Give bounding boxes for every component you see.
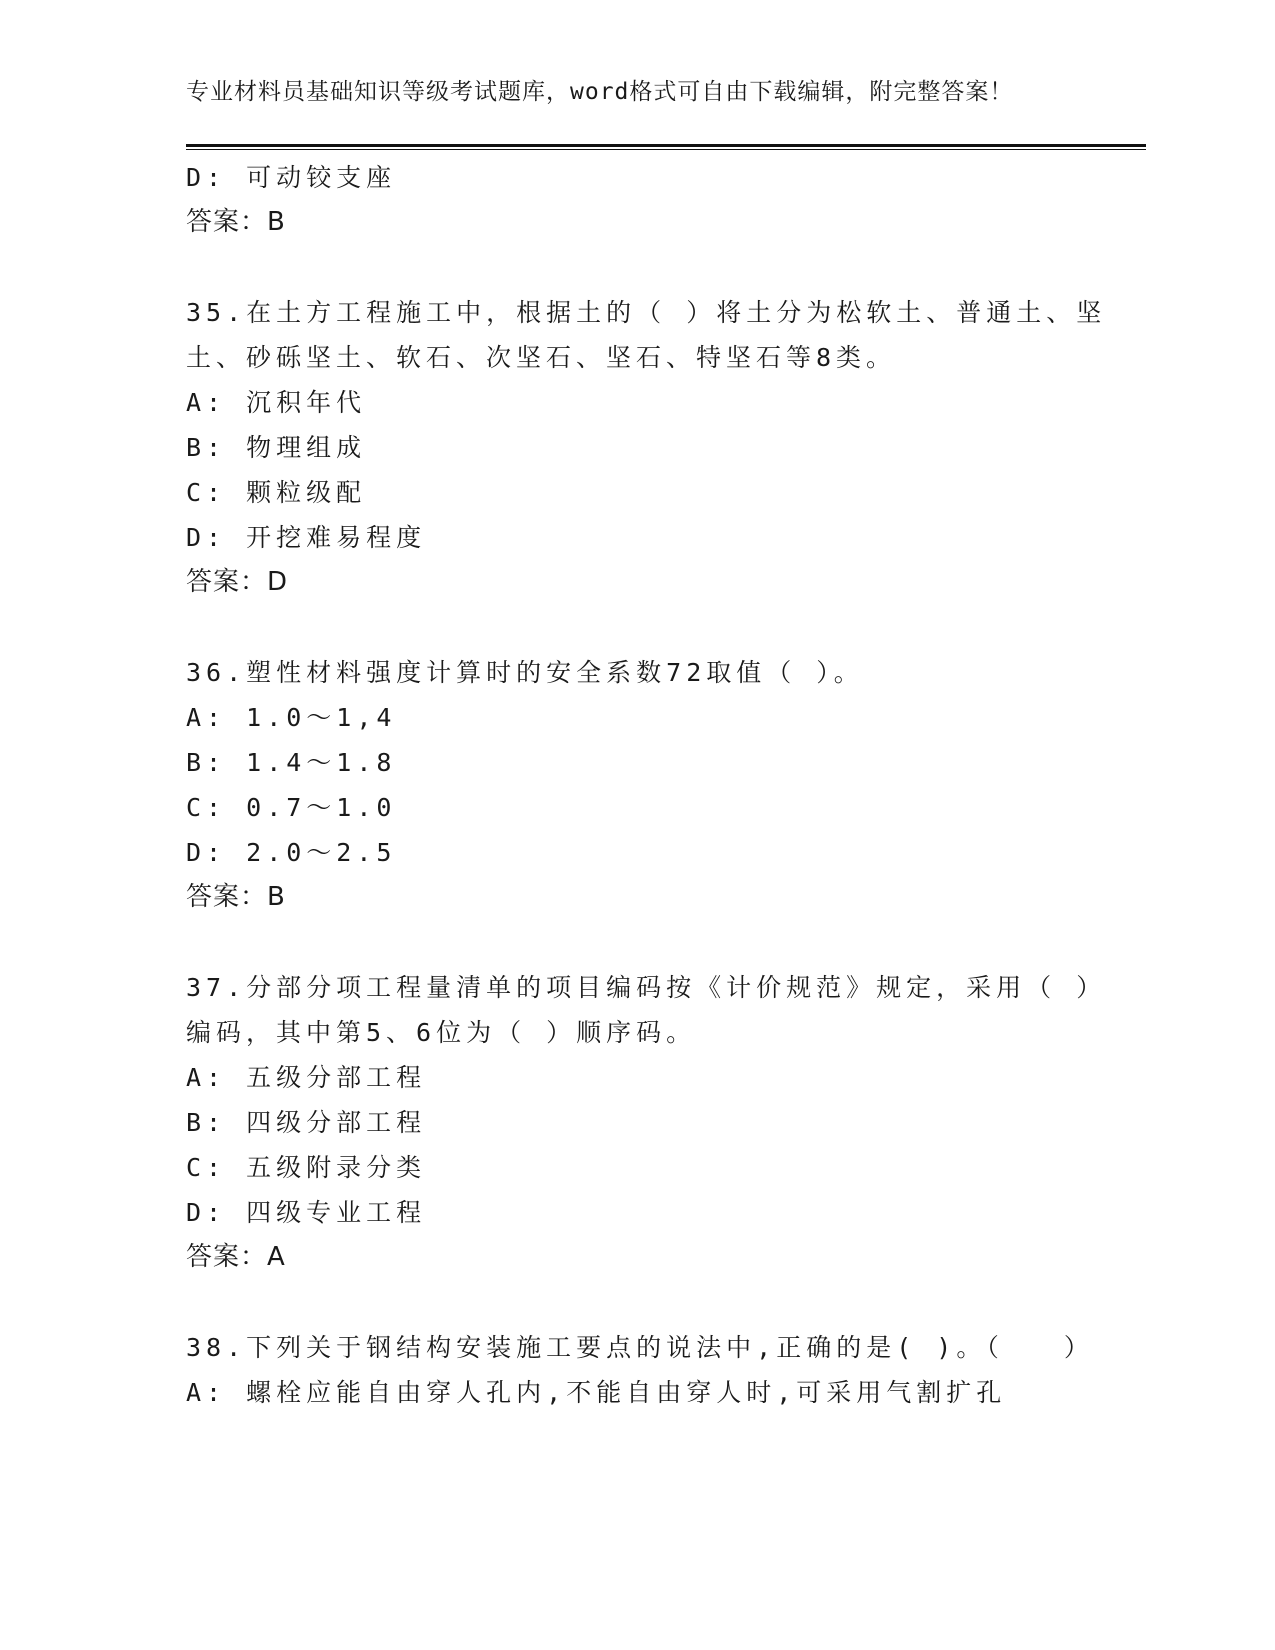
spacer bbox=[186, 920, 1086, 965]
option-a: A: 螺栓应能自由穿人孔内,不能自由穿人时,可采用气割扩孔 bbox=[186, 1378, 1007, 1407]
option-c: C: 0.7～1.0 bbox=[186, 793, 397, 822]
question-stem-continued: 土、砂砾坚土、软石、次坚石、坚石、特坚石等8类。 bbox=[186, 343, 897, 372]
option-a: A: 五级分部工程 bbox=[186, 1063, 427, 1092]
option-d: D: 可动铰支座 bbox=[186, 163, 397, 192]
question-list bbox=[186, 155, 1107, 1415]
question-stem: 36.塑性材料强度计算时的安全系数72取值（ ）。 bbox=[186, 658, 864, 687]
option-d: D: 开挖难易程度 bbox=[186, 523, 427, 552]
option-d: D: 2.0～2.5 bbox=[186, 838, 397, 867]
question-36 bbox=[186, 650, 1086, 920]
answer: 答案：D bbox=[186, 567, 289, 597]
option-a: A: 1.0～1,4 bbox=[186, 703, 397, 732]
question-35 bbox=[186, 290, 1107, 605]
question-37 bbox=[186, 965, 1107, 1280]
option-b: B: 四级分部工程 bbox=[186, 1108, 427, 1137]
question-38 bbox=[186, 1325, 1094, 1415]
question-stem: 37.分部分项工程量清单的项目编码按《计价规范》规定，采用（ ） bbox=[186, 973, 1107, 1002]
answer: 答案：B bbox=[186, 207, 286, 237]
question-stem: 38.下列关于钢结构安装施工要点的说法中,正确的是( )。（ ） bbox=[186, 1333, 1094, 1362]
option-b: B: 物理组成 bbox=[186, 433, 367, 462]
option-d: D: 四级专业工程 bbox=[186, 1198, 427, 1227]
spacer bbox=[186, 605, 1086, 650]
spacer bbox=[186, 245, 1086, 290]
option-c: C: 颗粒级配 bbox=[186, 478, 367, 507]
answer: 答案：B bbox=[186, 882, 286, 912]
question-stem: 35.在土方工程施工中，根据土的（ ）将土分为松软土、普通土、坚 bbox=[186, 298, 1107, 327]
answer: 答案：A bbox=[186, 1242, 286, 1272]
header-divider bbox=[186, 144, 1146, 150]
question-34-tail bbox=[186, 155, 1086, 245]
question-stem-continued: 编码，其中第5、6位为（ ）顺序码。 bbox=[186, 1018, 697, 1047]
option-a: A: 沉积年代 bbox=[186, 388, 367, 417]
option-c: C: 五级附录分类 bbox=[186, 1153, 427, 1182]
page-header: 专业材料员基础知识等级考试题库，word格式可自由下载编辑，附完整答案！ bbox=[186, 79, 1014, 105]
spacer bbox=[186, 1280, 1086, 1325]
option-b: B: 1.4～1.8 bbox=[186, 748, 397, 777]
